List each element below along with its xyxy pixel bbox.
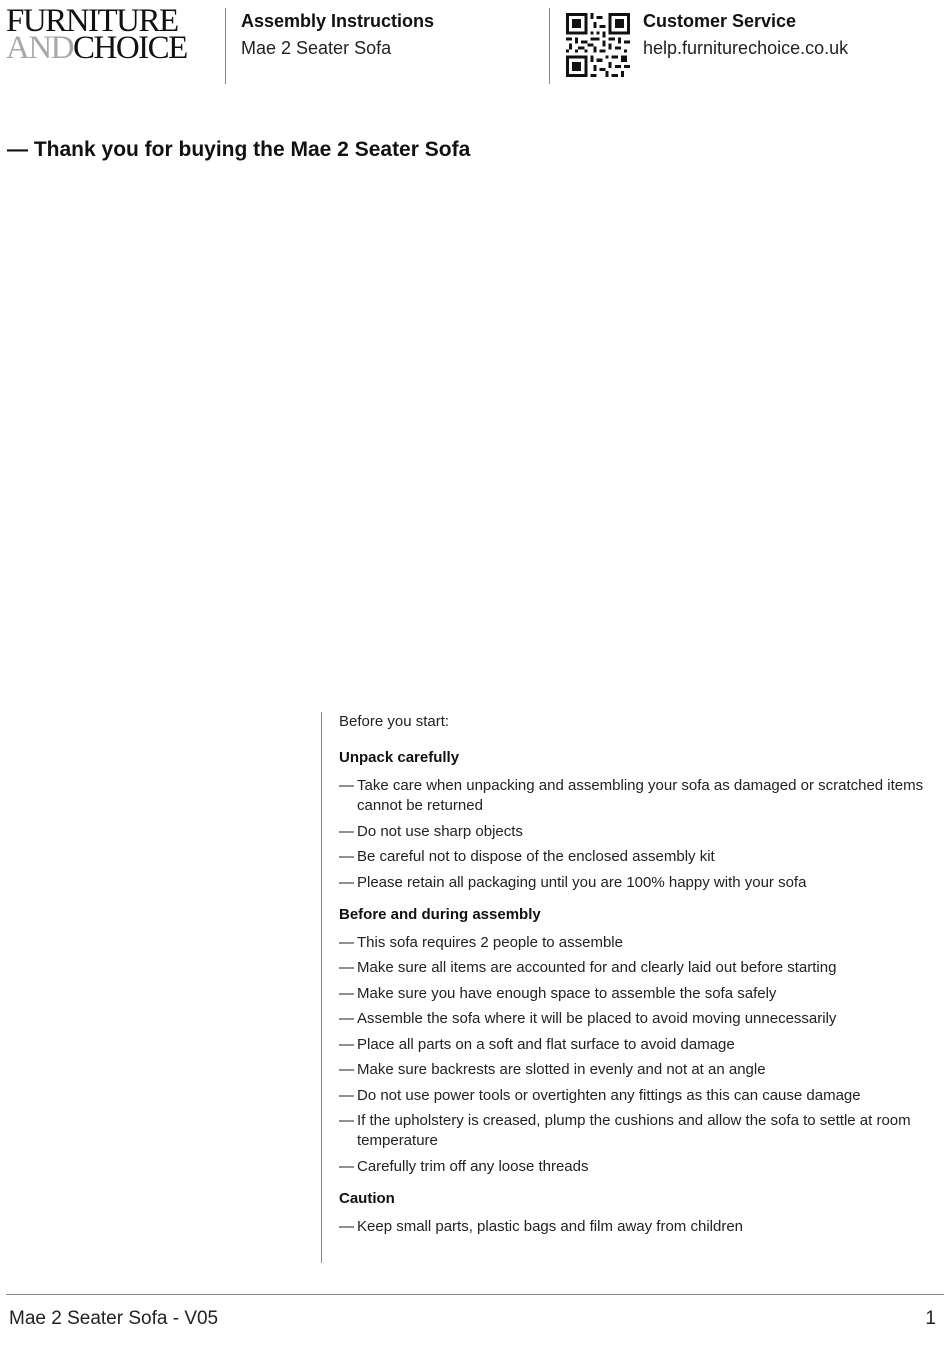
notes-lead: Before you start:	[339, 713, 450, 730]
list-item: — Take care when unpacking and assembling your sofa as damaged or scratched items cannot be returned	[339, 777, 924, 814]
unpack-list	[339, 776, 929, 893]
logo-choice: CHOICE	[73, 30, 187, 66]
header-divider-right	[549, 8, 550, 84]
page-number: 1	[925, 1308, 936, 1329]
list-item: — Place all parts on a soft and flat surface to avoid damage	[339, 1035, 735, 1053]
list-item: — Keep small parts, plastic bags and film away from children	[339, 1217, 744, 1235]
section-title-caution: Caution	[339, 1189, 395, 1207]
list-item: — This sofa requires 2 people to assemble	[339, 933, 623, 951]
header-divider-left	[225, 8, 226, 84]
list-item: — Do not use sharp objects	[339, 822, 523, 840]
logo-line-and-choice	[6, 30, 211, 66]
logo-and: AND	[6, 30, 73, 66]
customer-service-block	[643, 9, 848, 63]
list-item: — Make sure backrests are slotted in evenly and not at an angle	[339, 1061, 766, 1078]
logo-line-furniture: FURNITURE	[6, 3, 178, 39]
footer-divider	[6, 1294, 944, 1295]
brand-logo	[6, 3, 211, 68]
list-item: — If the upholstery is creased, plump the cushions and allow the sofa to settle at room temperature	[339, 1112, 911, 1149]
section-title-unpack: Unpack carefully	[339, 749, 460, 766]
section-title-assembly: Before and during assembly	[339, 905, 541, 923]
list-item: — Please retain all packaging until you are 100% happy with your sofa	[339, 873, 807, 891]
before-you-start-notes	[339, 711, 929, 1248]
qr-code-icon	[566, 13, 630, 77]
list-item: — Be careful not to dispose of the enclosed assembly kit	[339, 848, 715, 865]
list-item: — Make sure you have enough space to assemble the sofa safely	[339, 984, 777, 1002]
caution-list	[339, 1217, 929, 1237]
list-item: — Carefully trim off any loose threads	[339, 1157, 589, 1175]
doc-title: Assembly Instructions	[241, 11, 435, 31]
list-item: — Assemble the sofa where it will be placed to avoid moving unnecessarily	[339, 1010, 837, 1027]
list-item: — Do not use power tools or overtighten any fittings as this can cause damage	[339, 1086, 861, 1104]
notes-divider	[321, 712, 322, 1263]
doc-title-block	[241, 9, 434, 63]
customer-service-title: Customer Service	[643, 11, 797, 31]
customer-service-link[interactable]: help.furniturechoice.co.uk	[643, 38, 849, 58]
assembly-list	[339, 933, 929, 1177]
footer-doc-ref: Mae 2 Seater Sofa - V05	[9, 1308, 219, 1329]
thank-you-heading: — Thank you for buying the Mae 2 Seater Sofa	[7, 138, 471, 161]
doc-subtitle: Mae 2 Seater Sofa	[241, 38, 392, 58]
list-item: — Make sure all items are accounted for and clearly laid out before starting	[339, 959, 837, 976]
